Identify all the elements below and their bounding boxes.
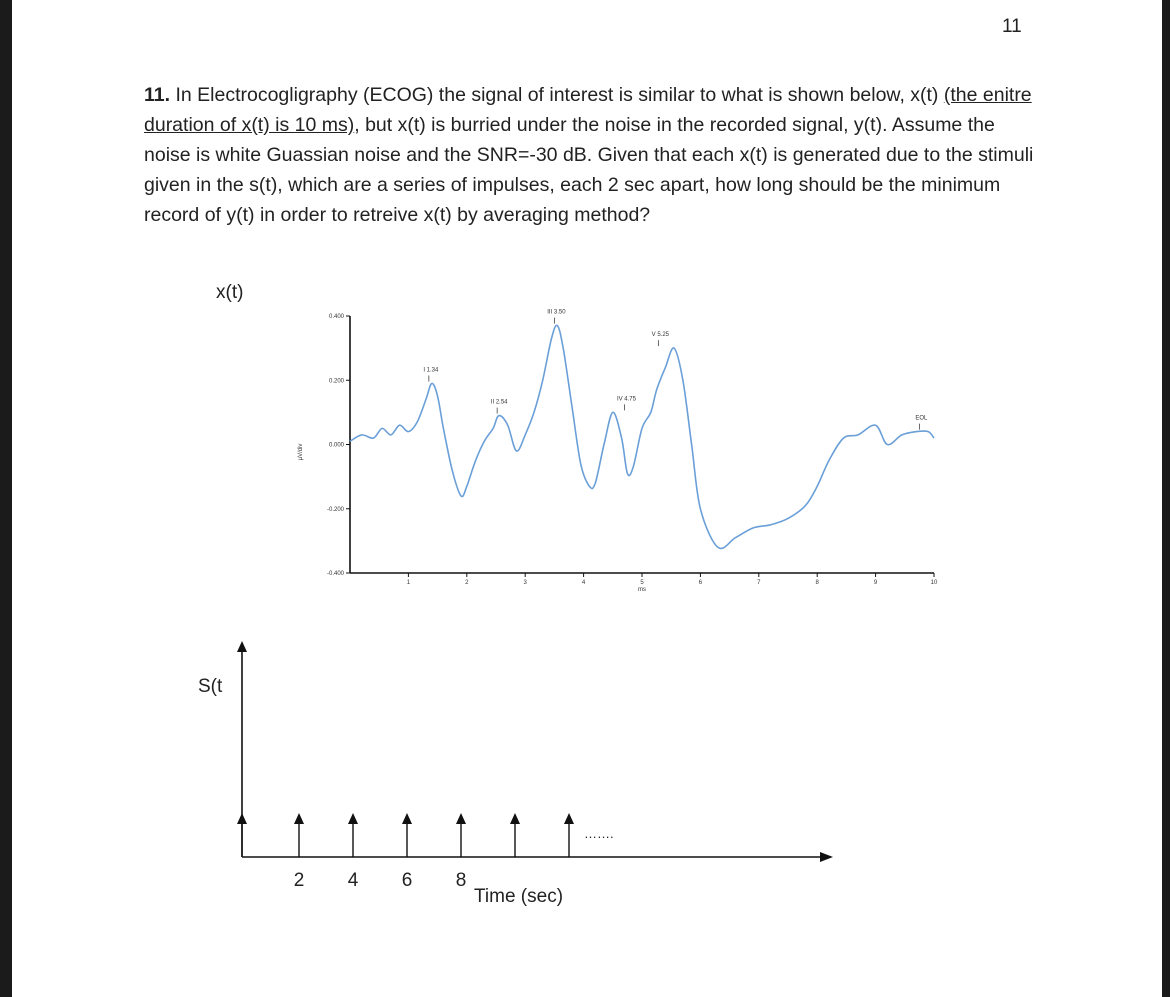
question-underlined: (the enitre duration of x(t) is 10 ms)	[144, 84, 1032, 136]
page-number: 11	[1002, 16, 1022, 37]
xt-peak-label: V 5.25	[651, 332, 670, 339]
xt-y-tick-label: -0.200	[326, 506, 344, 513]
st-impulse-arrow	[294, 813, 304, 824]
xt-x-tick-label: 6	[698, 580, 703, 586]
st-x-tick-label: 4	[347, 870, 359, 891]
st-x-axis-label: Time (sec)	[474, 886, 564, 907]
st-chart	[198, 641, 833, 907]
st-impulse-arrow	[456, 813, 466, 824]
xt-x-tick-label: 9	[873, 580, 878, 586]
xt-x-tick-label: 10	[930, 580, 938, 586]
xt-x-tick-label: 8	[815, 580, 819, 586]
xt-x-tick-label: 3	[523, 580, 527, 586]
st-title: S(t	[198, 676, 223, 697]
xt-peak-label: IV 4.75	[616, 396, 636, 403]
xt-x-axis-label: ms	[638, 587, 646, 593]
st-continuation: …….	[584, 826, 614, 841]
st-x-tick-label: 2	[293, 870, 305, 891]
st-impulse-arrow	[348, 813, 358, 824]
xt-y-tick-label: 0.400	[328, 314, 344, 320]
question-number: 11.	[144, 84, 171, 106]
xt-series-line	[350, 325, 934, 548]
question-text-before: In Electrocogligraphy (ECOG) the signal of interest is similar to what is shown below, x(t)	[170, 84, 944, 106]
st-impulse-arrow	[402, 813, 412, 824]
xt-x-tick-label: 1	[406, 580, 411, 586]
xt-y-tick-label: 0.000	[328, 442, 344, 449]
question-text-after: , but x(t) is burried under the noise in the recorded signal, y(t). Assume the noise is white Guassian noise and the SNR=-30 dB. Given that each x(t) is generated due to the stimuli given in the s(t), which are a series of impulses, each 2 sec apart, how long should be the minimum record of y(t) in order to retreive x(t) by averaging method?	[144, 114, 1034, 226]
xt-x-tick-label: 2	[465, 580, 469, 586]
xt-peak-label: EOL	[915, 415, 928, 422]
xt-x-tick-label: 5	[640, 580, 644, 586]
document-page	[12, 0, 1162, 997]
xt-y-axis-label: µV/div	[298, 443, 304, 461]
xt-chart	[298, 310, 938, 593]
xt-y-tick-label: -0.400	[326, 571, 344, 577]
xt-peak-label: III 3.50	[547, 309, 566, 316]
figure-area	[12, 0, 1162, 997]
st-y-axis-arrow	[237, 641, 247, 652]
st-impulse-arrow	[237, 813, 247, 824]
st-x-tick-label: 6	[401, 870, 413, 891]
st-impulse-arrow	[510, 813, 520, 824]
xt-x-tick-label: 7	[757, 580, 761, 586]
st-x-tick-label: 8	[455, 870, 467, 891]
xt-x-tick-label: 4	[581, 580, 586, 586]
xt-peak-label: I 1.34	[423, 367, 439, 374]
xt-y-tick-label: 0.200	[328, 378, 344, 385]
st-x-axis-arrow	[820, 852, 833, 862]
st-impulse-arrow	[564, 813, 574, 824]
xt-peak-label: II 2.54	[490, 399, 508, 406]
xt-title: x(t)	[216, 282, 244, 303]
